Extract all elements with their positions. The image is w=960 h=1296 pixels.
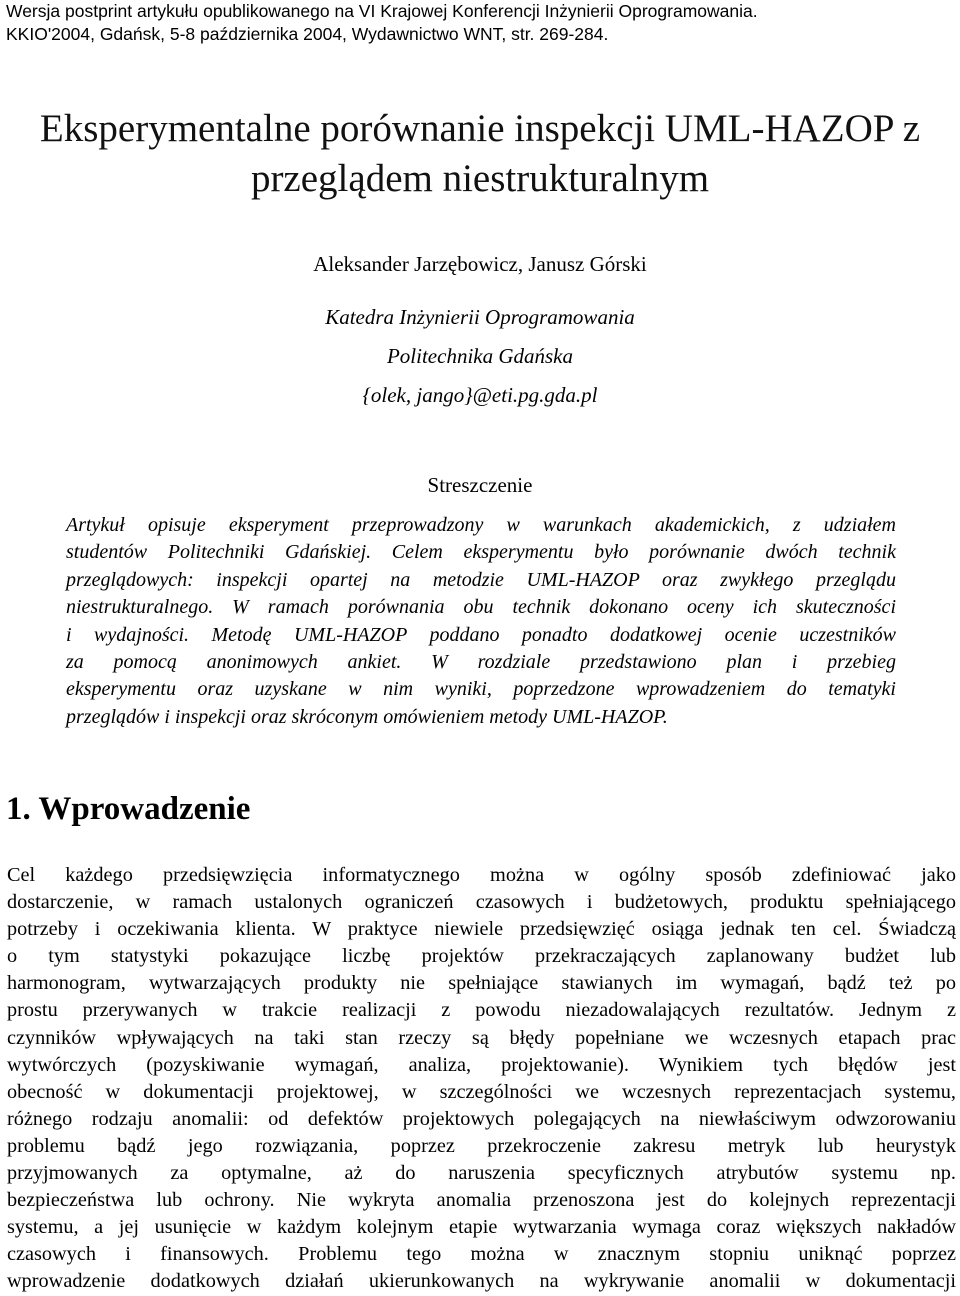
paper-title-line-2: przeglądem niestrukturalnym [250,157,710,200]
section-heading: 1. Wprowadzenie [6,791,251,827]
affiliation-university: Politechnika Gdańska [386,344,574,368]
authors: Aleksander Jarzębowicz, Janusz Górski [313,252,647,276]
abstract-line: eksperymentu oraz uzyskane w nim wyniki, poprzedzone wprowadzeniem do tematyki [66,678,896,701]
body-line: o tym statystyki pokazujące liczbę projektów przekraczających zaplanowany budżet lub [7,945,956,968]
body-line: potrzeby i oczekiwania klienta. W praktyce niewiele przedsięwzięć osiąga jednak ten cel. Świadczą [7,918,956,941]
body-line: przyjmowanych za optymalne, aż do naruszenia specyficznych atrybutów systemu np. [7,1162,956,1185]
abstract-heading: Streszczenie [427,473,533,497]
abstract-line: niestrukturalnego. W ramach porównania obu technik dokonano oceny ich skuteczności [66,596,896,619]
abstract-line: Artykuł opisuje eksperyment przeprowadzony w warunkach akademickich, z udziałem [66,514,896,536]
body-line: wprowadzenie dodatkowych działań ukierunkowanych na wykrywanie anomalii w dokumentacji [7,1270,956,1293]
abstract-text [66,512,896,731]
body-line: problemu bądź jego rozwiązania, poprzez przekroczenie zakresu metryk lub heurystyk [7,1134,956,1157]
abstract-line: przeglądowych: inspekcji opartej na metodzie UML-HAZOP oraz zwykłego przeglądu [66,568,896,591]
section-body [7,862,956,1296]
body-line: Cel każdego przedsięwzięcia informatycznego można w ogólny sposób zdefiniować jako [7,864,956,886]
author-email: {olek, jango}@eti.pg.gda.pl [362,383,598,407]
abstract-line: i wydajności. Metodę UML-HAZOP poddano ponadto dodatkowej ocenie uczestników [66,623,896,646]
publication-note-line-1: Wersja postprint artykułu opublikowanego na VI Krajowej Konferencji Inżynierii Oprogramowania. [6,1,758,21]
paper-title-line-1: Eksperymentalne porównanie inspekcji UML-HAZOP z [39,107,921,150]
body-line: bezpieczeństwa lub ochrony. Nie wykryta anomalia przenoszona jest do kolejnych reprezentacji [7,1189,956,1212]
abstract-line: studentów Politechniki Gdańskiej. Celem eksperymentu było porównanie dwóch technik [66,541,896,564]
body-line: dostarczenie, w ramach ustalonych ograniczeń czasowych i budżetowych, produktu spełniającego [7,891,956,914]
abstract-line: przeglądów i inspekcji oraz skróconym omówieniem metody UML-HAZOP. [66,705,668,728]
publication-note-line-2: KKIO'2004, Gdańsk, 5-8 października 2004, Wydawnictwo WNT, str. 269-284. [6,24,609,44]
publication-note [6,0,946,46]
body-line: czasowych i finansowych. Problemu tego można w znacznym stopniu uniknąć poprzez [7,1243,956,1266]
body-line: harmonogram, wytwarzających produkty nie spełniające stawianych im wymagań, bądź też po [7,972,956,995]
body-line: różnego rodzaju anomalii: od defektów projektowych polegających na niewłaściwym odwzorowaniu [7,1107,956,1130]
paper-title [0,104,960,204]
body-line: wytwórczych (pozyskiwanie wymagań, analiza, projektowanie). Wynikiem tych błędów jest [7,1053,956,1076]
body-line: obecność w dokumentacji projektowej, w szczególności we wczesnych reprezentacjach systemu, [7,1080,956,1103]
abstract-line: za pomocą anonimowych ankiet. W rozdziale przedstawiono plan i przebieg [66,651,896,674]
body-line: prostu przerywanych w trakcie realizacji z powodu niezadowalających rezultatów. Jednym z [7,999,956,1022]
body-line: czynników wpływających na taki stan rzeczy są błędy popełniane we wczesnych etapach prac [7,1026,956,1049]
body-line: systemu, a jej usunięcie w każdym kolejnym etapie wytwarzania wymaga coraz większych nakładów [7,1216,956,1239]
affiliation-department: Katedra Inżynierii Oprogramowania [325,305,635,329]
